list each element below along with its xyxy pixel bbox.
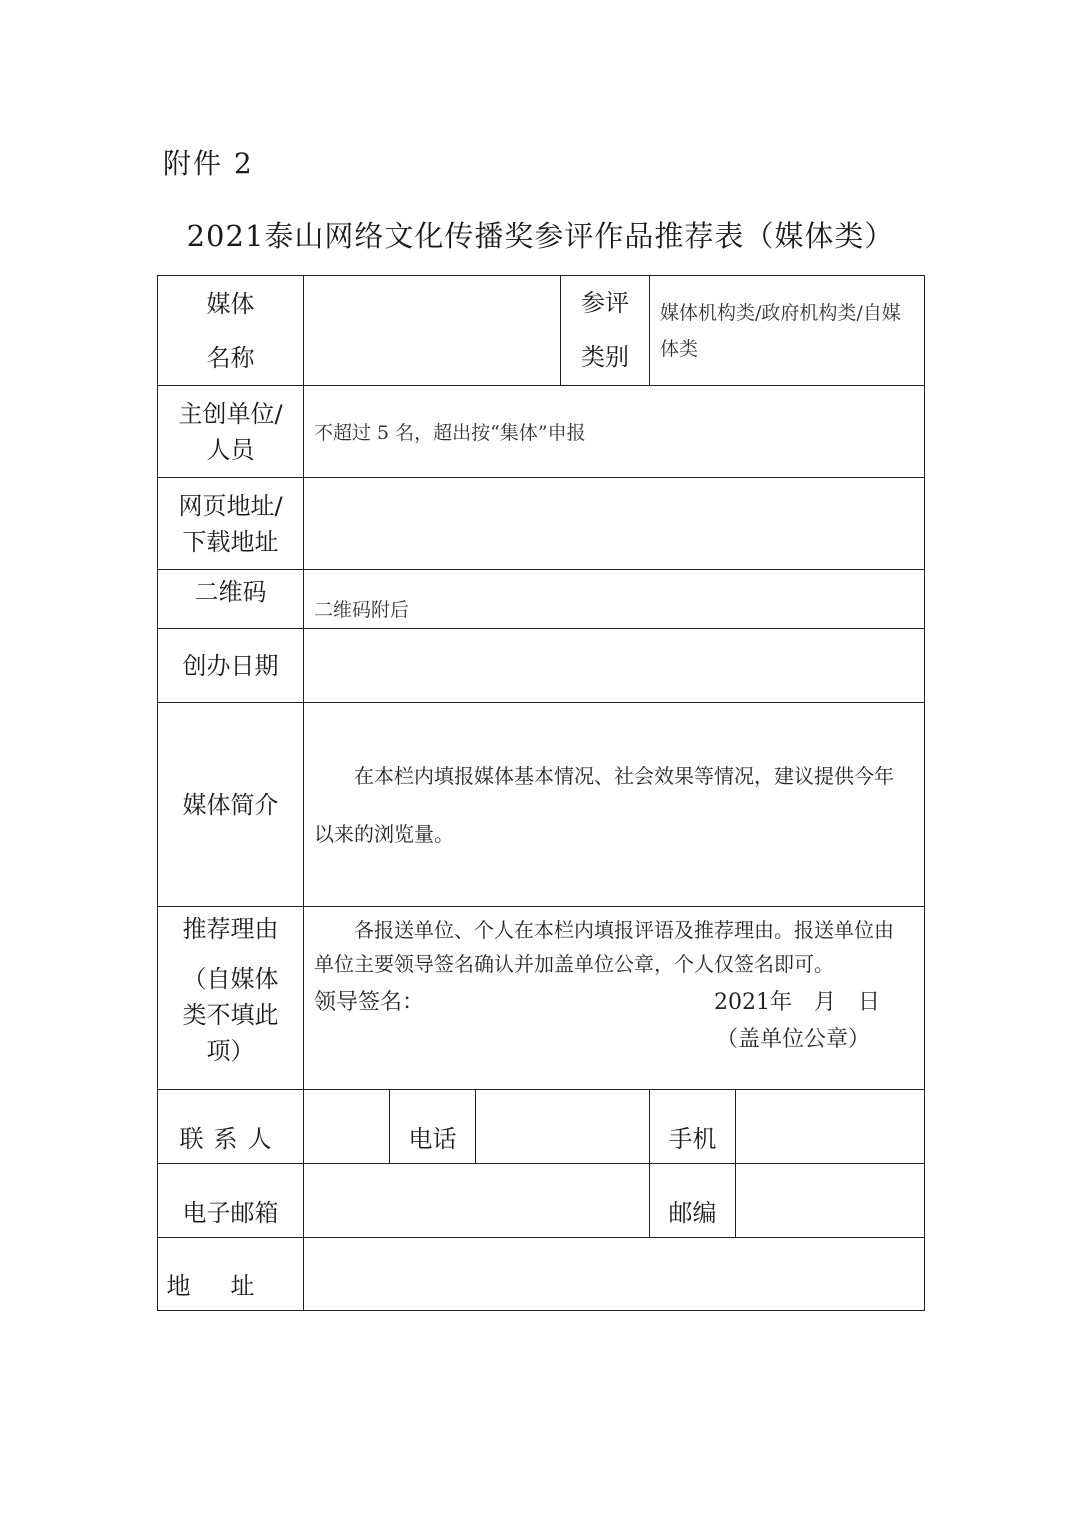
- postcode-label: [650, 1164, 736, 1238]
- contact-label: [158, 1090, 304, 1164]
- qrcode-field[interactable]: [304, 570, 925, 629]
- founded-field[interactable]: [304, 629, 925, 703]
- row-address: [158, 1238, 925, 1311]
- category-label-line2: 类别: [581, 343, 630, 371]
- phone-field[interactable]: [476, 1090, 650, 1164]
- row-creator: [158, 386, 925, 478]
- media-name-label: [158, 276, 304, 386]
- url-label-line2: 下载地址: [182, 527, 279, 556]
- creator-label-line2: 人员: [206, 435, 255, 464]
- mobile-label: [650, 1090, 736, 1164]
- intro-field[interactable]: [304, 703, 925, 907]
- creator-label: [158, 386, 304, 478]
- intro-hint: 在本栏内填报媒体基本情况、社会效果等情况，建议提供今年以来的浏览量。: [314, 763, 894, 846]
- postcode-label-text: 邮编: [668, 1199, 717, 1227]
- intro-label-text: 媒体简介: [182, 790, 279, 819]
- qrcode-label: [158, 570, 304, 629]
- reason-label-line3: 类不填此: [182, 1001, 279, 1029]
- email-label-text: 电子邮箱: [182, 1199, 279, 1227]
- founded-label: [158, 629, 304, 703]
- creator-field[interactable]: [304, 386, 925, 478]
- row-intro: [158, 703, 925, 907]
- row-reason: [158, 907, 925, 1090]
- founded-label-text: 创办日期: [182, 651, 279, 680]
- reason-label: [158, 907, 304, 1090]
- row-contact: [158, 1090, 925, 1164]
- creator-label-line1: 主创单位/: [178, 399, 283, 428]
- url-label: [158, 478, 304, 570]
- row-qrcode: [158, 570, 925, 629]
- reason-field[interactable]: [304, 907, 925, 1090]
- row-url: [158, 478, 925, 570]
- qrcode-hint: 二维码附后: [314, 599, 410, 621]
- phone-label: [390, 1090, 476, 1164]
- form-title: 2021泰山网络文化传播奖参评作品推荐表（媒体类）: [186, 219, 895, 253]
- row-founded: [158, 629, 925, 703]
- row-media-name: [158, 276, 925, 386]
- row-email: [158, 1164, 925, 1238]
- mobile-field[interactable]: [736, 1090, 925, 1164]
- recommendation-form: [157, 275, 925, 1311]
- intro-label: [158, 703, 304, 907]
- address-field[interactable]: [304, 1238, 925, 1311]
- media-name-field[interactable]: [304, 276, 561, 386]
- url-field[interactable]: [304, 478, 925, 570]
- attachment-label: 附件 2: [163, 147, 254, 180]
- reason-label-line1: 推荐理由: [182, 915, 279, 943]
- qrcode-label-text: 二维码: [194, 578, 267, 606]
- url-label-line1: 网页地址/: [178, 491, 283, 520]
- category-label: [561, 276, 650, 386]
- address-label-text: 地址: [166, 1272, 295, 1300]
- reason-label-line4: 项）: [206, 1037, 255, 1065]
- date-text: 2021年 月 日: [714, 990, 881, 1015]
- phone-label-text: 电话: [408, 1125, 457, 1153]
- reason-hint: 各报送单位、个人在本栏内填报评语及推荐理由。报送单位由单位主要领导签名确认并加盖单位公章，个人仅签名即可。: [314, 918, 894, 976]
- contact-label-text: 联系人: [179, 1125, 282, 1153]
- media-name-label-line2: 名称: [206, 343, 255, 372]
- mobile-label-text: 手机: [668, 1125, 717, 1153]
- media-name-label-line1: 媒体: [206, 289, 255, 318]
- contact-field[interactable]: [304, 1090, 390, 1164]
- seal-text: （盖单位公章）: [716, 1027, 871, 1052]
- postcode-field[interactable]: [736, 1164, 925, 1238]
- category-label-line1: 参评: [581, 289, 630, 317]
- creator-hint: 不超过 5 名，超出按“集体”申报: [314, 422, 586, 444]
- signature-label: 领导签名：: [314, 990, 425, 1015]
- address-label: [158, 1238, 304, 1311]
- email-label: [158, 1164, 304, 1238]
- category-value: 媒体机构类/政府机构类/自媒体类: [660, 301, 901, 360]
- email-field[interactable]: [304, 1164, 650, 1238]
- category-field[interactable]: [650, 276, 925, 386]
- reason-label-line2: （自媒体: [182, 965, 279, 993]
- signature-line: [314, 985, 910, 1016]
